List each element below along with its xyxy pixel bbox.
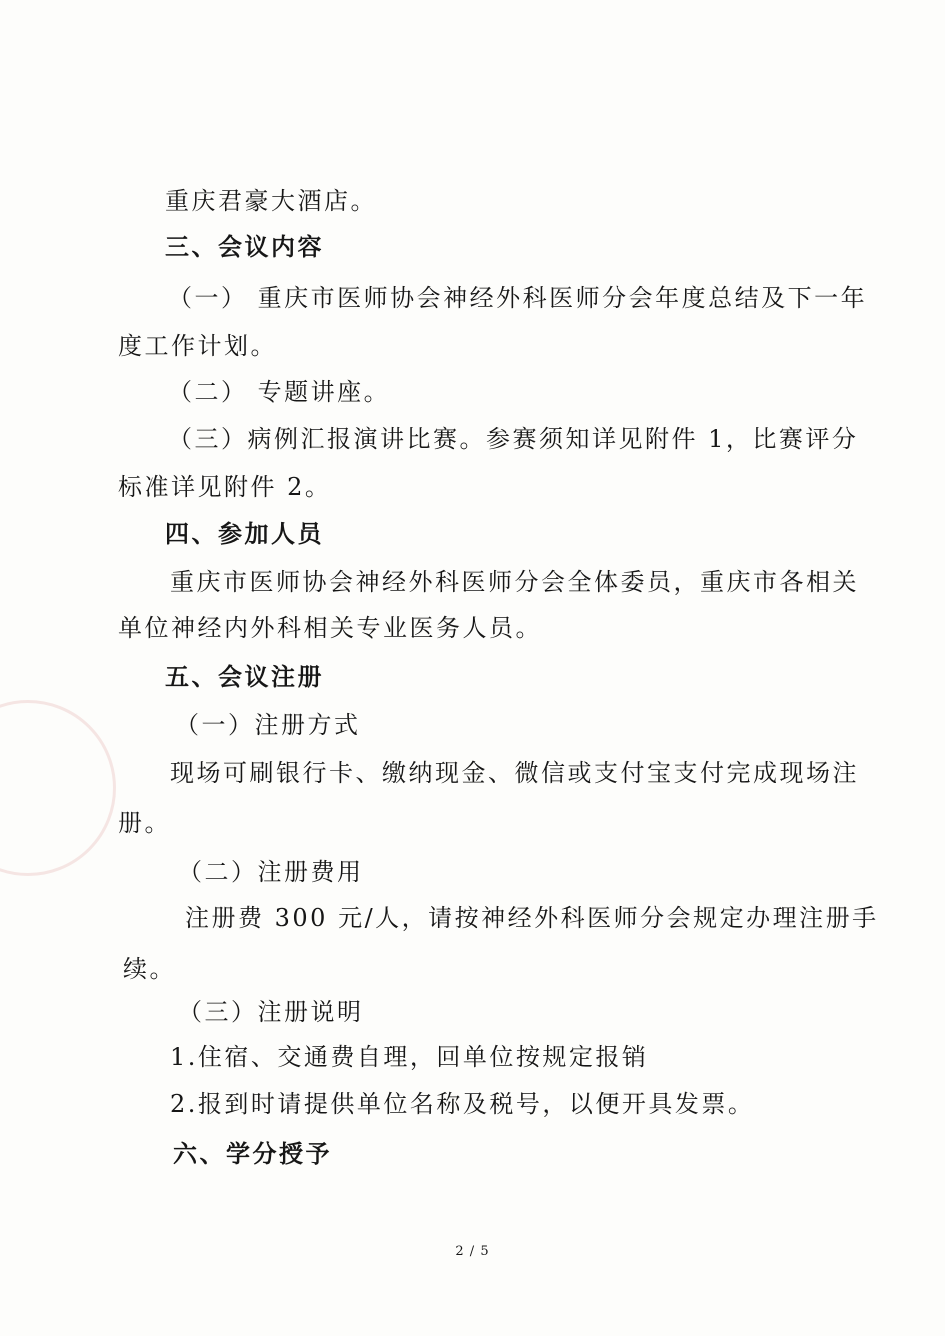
content-item-1: （一） 重庆市医师协会神经外科医师分会年度总结及下一年 [168,284,868,312]
content-item-3: （三）病例汇报演讲比赛。参赛须知详见附件 1，比赛评分 [168,425,859,453]
content-item-1-cont: 度工作计划。 [118,332,277,360]
page-number: 2 / 5 [455,1244,490,1259]
registration-note-1: 1.住宿、交通费自理，回单位按规定报销 [170,1043,649,1071]
registration-method-heading: （一）注册方式 [175,711,361,739]
registration-method-text-cont: 册。 [118,809,171,837]
content-item-3-cont: 标准详见附件 2。 [118,473,332,501]
participants-text: 重庆市医师协会神经外科医师分会全体委员，重庆市各相关 [170,568,859,596]
venue-line: 重庆君豪大酒店。 [165,187,377,215]
registration-fee-text: 注册费 300 元/人，请按神经外科医师分会规定办理注册手 [185,904,879,932]
faint-seal-mark [0,700,116,876]
registration-method-text: 现场可刷银行卡、缴纳现金、微信或支付宝支付完成现场注 [170,759,859,787]
content-item-2: （二） 专题讲座。 [168,378,391,406]
section-heading-registration: 五、会议注册 [165,663,324,691]
registration-fee-heading: （二）注册费用 [178,858,364,886]
registration-fee-text-cont: 续。 [123,955,176,983]
registration-notes-heading: （三）注册说明 [178,998,364,1026]
registration-note-2: 2.报到时请提供单位名称及税号，以便开具发票。 [170,1090,755,1118]
bleed-through-texture [560,185,584,213]
participants-text-cont: 单位神经内外科相关专业医务人员。 [118,614,542,642]
section-heading-meeting-content: 三、会议内容 [165,233,324,261]
section-heading-credits: 六、学分授予 [173,1140,332,1168]
section-heading-participants: 四、参加人员 [165,520,324,548]
